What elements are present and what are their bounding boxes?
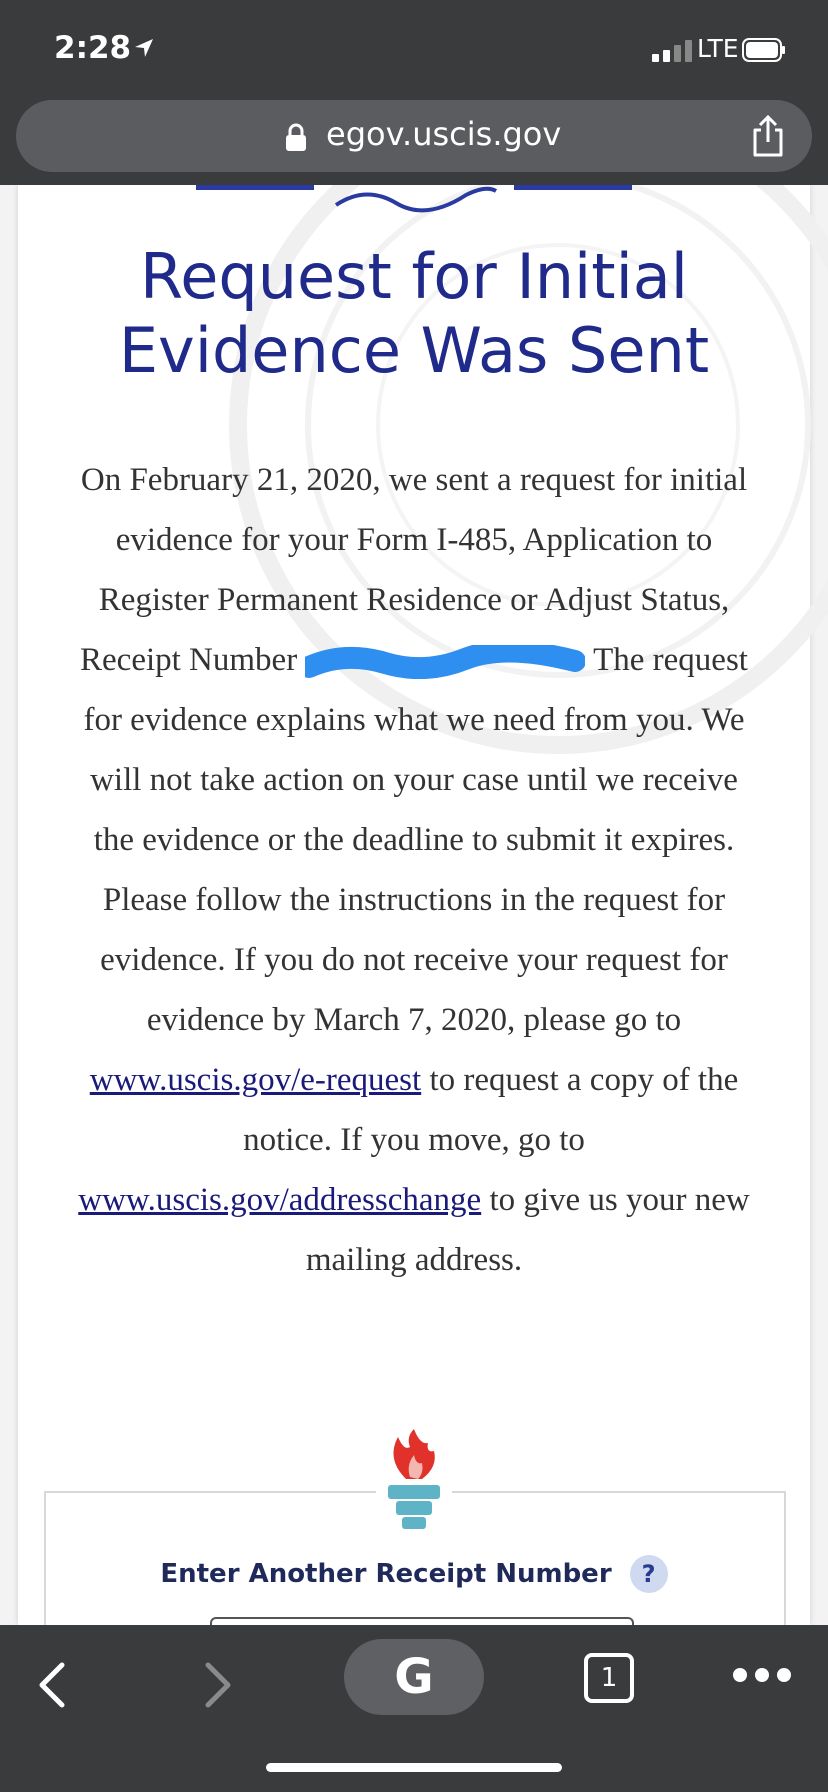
page-content: [0, 185, 828, 1625]
browser-bottom-toolbar: [0, 1625, 828, 1792]
help-icon[interactable]: ?: [630, 1555, 668, 1593]
signal-bars-icon: [652, 40, 694, 62]
status-time: 2:28: [54, 30, 132, 66]
forward-icon[interactable]: [196, 1657, 240, 1713]
receipt-label-text: Enter Another Receipt Number: [160, 1559, 612, 1589]
e-request-link[interactable]: www.uscis.gov/e-request: [89, 1062, 422, 1098]
lock-icon: [284, 122, 308, 152]
battery-icon: [742, 38, 786, 62]
url-text[interactable]: egov.uscis.gov: [326, 115, 562, 153]
home-indicator[interactable]: [266, 1763, 562, 1772]
body-text-4: to give us your new mailing address.: [305, 1182, 750, 1278]
my-uscis-logo: [196, 185, 632, 225]
receipt-form-label: [18, 1555, 810, 1593]
redaction-scribble: [305, 645, 585, 679]
receipt-number-input[interactable]: [210, 1617, 634, 1625]
body-text-1: On February 21, 2020, we sent a request for initial evidence for your Form I-485, Application to Register Permanent Residence or Adjust Status, Receipt Number: [80, 462, 748, 678]
title-line-1: Request for Initial: [139, 240, 689, 313]
network-type: LTE: [697, 34, 739, 63]
tab-switcher-button[interactable]: 1: [584, 1653, 634, 1703]
browser-top-bar: [0, 0, 828, 185]
case-status-card: [18, 185, 810, 1625]
body-text-2: The request for evidence explains what we need from you. We will not take action on your case until we receive the evidence or the deadline to submit it expires. Please follow the instructions in the request for evidence. If you do not receive your request for evidence by March 7, 2020, please go to: [83, 642, 748, 1038]
location-arrow-icon: [134, 38, 154, 58]
google-search-button[interactable]: [344, 1639, 484, 1715]
address-change-link[interactable]: www.uscis.gov/addresschange: [78, 1182, 482, 1218]
google-icon: G: [394, 1649, 434, 1705]
case-status-body: [78, 450, 750, 1290]
address-bar[interactable]: [16, 100, 812, 172]
torch-icon: [376, 1429, 452, 1537]
title-line-2: Evidence Was Sent: [118, 314, 710, 387]
body-text-3: to request a copy of the notice. If you move, go to: [243, 1062, 739, 1158]
share-icon[interactable]: [748, 114, 788, 158]
more-options-icon[interactable]: [732, 1667, 792, 1683]
case-status-title: [18, 240, 810, 388]
back-icon[interactable]: [30, 1657, 74, 1713]
